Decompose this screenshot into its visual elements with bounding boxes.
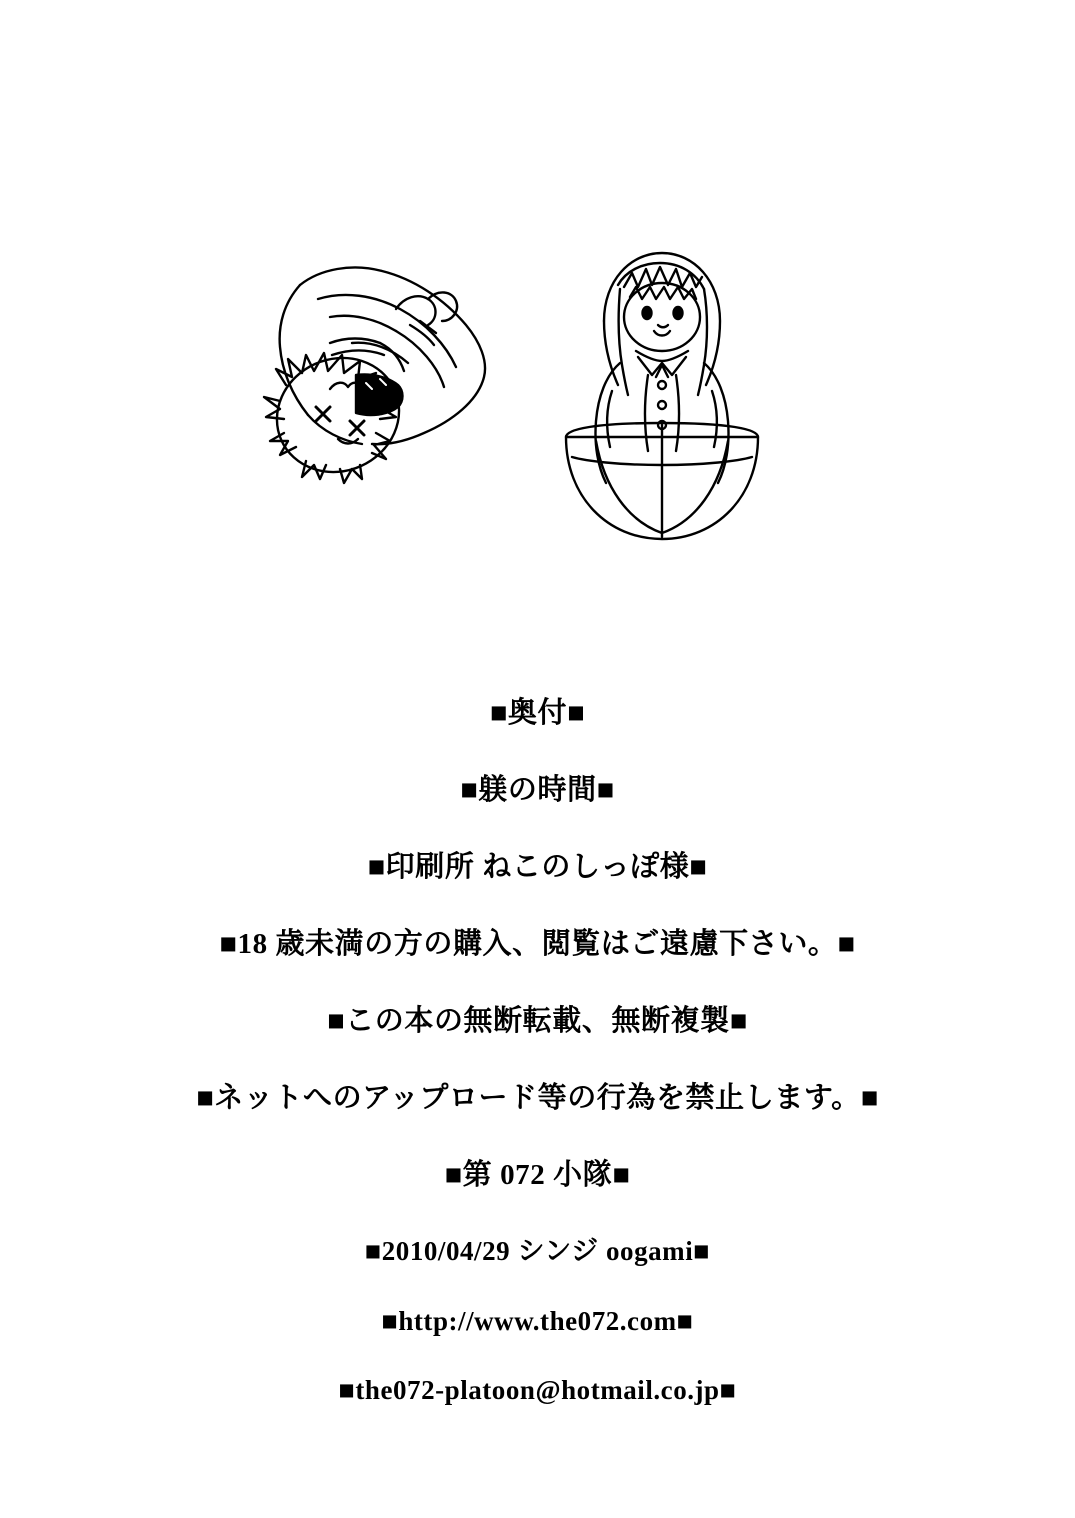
colophon-line-email: ■the072-platoon@hotmail.co.jp■ — [338, 1375, 737, 1405]
left-character-group — [259, 267, 485, 491]
colophon-line-upload-ban: ■ネットへのアップロード等の行為を禁止します。■ — [196, 1082, 879, 1114]
colophon-line-printer: ■印刷所 ねこのしっぽ様■ — [367, 851, 708, 883]
colophon-line-circle-name: ■第 072 小隊■ — [444, 1159, 631, 1191]
right-character-group — [566, 253, 758, 539]
colophon-line-work-title: ■躾の時間■ — [460, 774, 615, 806]
colophon-line-age-notice: ■18 歳未満の方の購入、閲覧はご遠慮下さい。■ — [219, 928, 856, 960]
colophon-line-date-author: ■2010/04/29 シンジ oogami■ — [364, 1236, 711, 1266]
colophon-line-website: ■http://www.the072.com■ — [381, 1306, 694, 1336]
colophon-line-title: ■奥付■ — [489, 697, 586, 729]
colophon-line-reprint-ban: ■この本の無断転載、無断複製■ — [327, 1005, 748, 1037]
illustration-line-art — [0, 225, 1075, 565]
colophon-block — [0, 690, 1075, 1406]
